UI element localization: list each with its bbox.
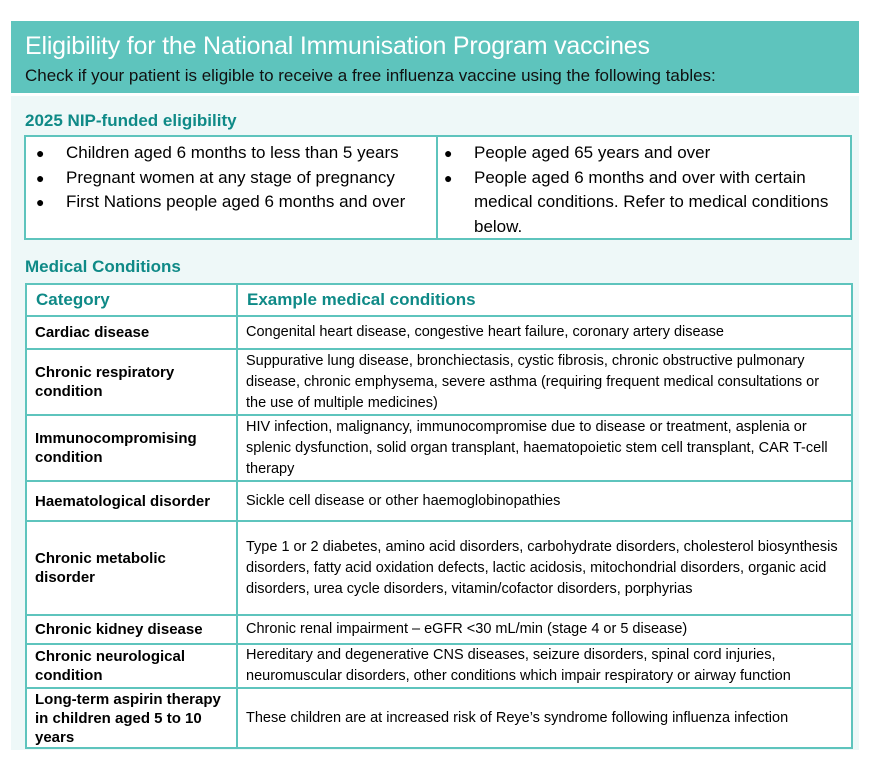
page-header: [11, 21, 859, 93]
examples-cell: Hereditary and degenerative CNS diseases, seizure disorders, spinal cord injuries, neuromuscular disorders, other conditions which impair respiratory or airway function: [237, 644, 852, 688]
category-cell: Cardiac disease: [26, 316, 237, 349]
column-header-examples: Example medical conditions: [237, 284, 852, 316]
category-cell: Haematological disorder: [26, 481, 237, 521]
eligibility-item: ● People aged 6 months and over with certain medical conditions. Refer to medical conditions below.: [444, 167, 829, 236]
bullet-icon: ●: [36, 169, 45, 186]
table-row: [26, 415, 852, 481]
table-row: [26, 521, 852, 615]
table-row: [26, 481, 852, 521]
eligibility-item: ● People aged 65 years and over: [438, 141, 850, 166]
table-row: [26, 688, 852, 748]
examples-cell: Sickle cell disease or other haemoglobinopathies: [237, 481, 852, 521]
bullet-icon: ●: [36, 145, 45, 161]
bullet-icon: ●: [444, 169, 453, 186]
bullet-icon: ●: [444, 145, 453, 161]
page-title: Eligibility for the National Immunisation Program vaccines: [25, 32, 650, 60]
examples-cell: Suppurative lung disease, bronchiectasis, cystic fibrosis, chronic obstructive pulmonary disease, chronic emphysema, severe asthma (requiring frequent medical consultations or the use of multiple medicines): [237, 349, 852, 415]
eligibility-item: ● Pregnant women at any stage of pregnancy: [26, 166, 436, 191]
eligibility-left-column: [26, 137, 438, 238]
medical-conditions-heading: Medical Conditions: [25, 257, 181, 276]
category-cell: Chronic neurological condition: [26, 644, 237, 688]
medical-conditions-table: [25, 283, 853, 749]
category-cell: Chronic kidney disease: [26, 615, 237, 644]
examples-cell: These children are at increased risk of Reye’s syndrome following influenza infection: [237, 688, 852, 748]
examples-cell: HIV infection, malignancy, immunocompromise due to disease or treatment, asplenia or splenic dysfunction, solid organ transplant, haematopoietic stem cell transplant, CAR T-cell therapy: [237, 415, 852, 481]
eligibility-item: ● First Nations people aged 6 months and over: [26, 190, 436, 215]
bullet-icon: ●: [36, 194, 45, 210]
eligibility-heading: 2025 NIP-funded eligibility: [25, 111, 237, 130]
table-row: [26, 349, 852, 415]
category-cell: Long-term aspirin therapy in children aged 5 to 10 years: [26, 688, 237, 748]
eligibility-table: [24, 135, 852, 240]
table-header-row: [26, 284, 852, 316]
column-header-category: Category: [26, 284, 237, 316]
category-cell: Chronic respiratory condition: [26, 349, 237, 415]
page-subtitle: Check if your patient is eligible to receive a free influenza vaccine using the following tables:: [25, 66, 716, 85]
category-cell: Chronic metabolic disorder: [26, 521, 237, 615]
eligibility-item: ● Children aged 6 months to less than 5 years: [26, 141, 436, 166]
table-row: [26, 316, 852, 349]
category-cell: Immunocompromising condition: [26, 415, 237, 481]
examples-cell: Chronic renal impairment – eGFR <30 mL/min (stage 4 or 5 disease): [237, 615, 852, 644]
eligibility-right-column: [438, 137, 850, 238]
table-row: [26, 615, 852, 644]
examples-cell: Congenital heart disease, congestive heart failure, coronary artery disease: [237, 316, 852, 349]
table-row: [26, 644, 852, 688]
examples-cell: Type 1 or 2 diabetes, amino acid disorders, carbohydrate disorders, cholesterol biosynthesis disorders, fatty acid oxidation defects, lactic acidosis, mitochondrial disorders, organic acid disorders, urea cycle disorders, vitamin/cofactor disorders, porphyrias: [237, 521, 852, 615]
